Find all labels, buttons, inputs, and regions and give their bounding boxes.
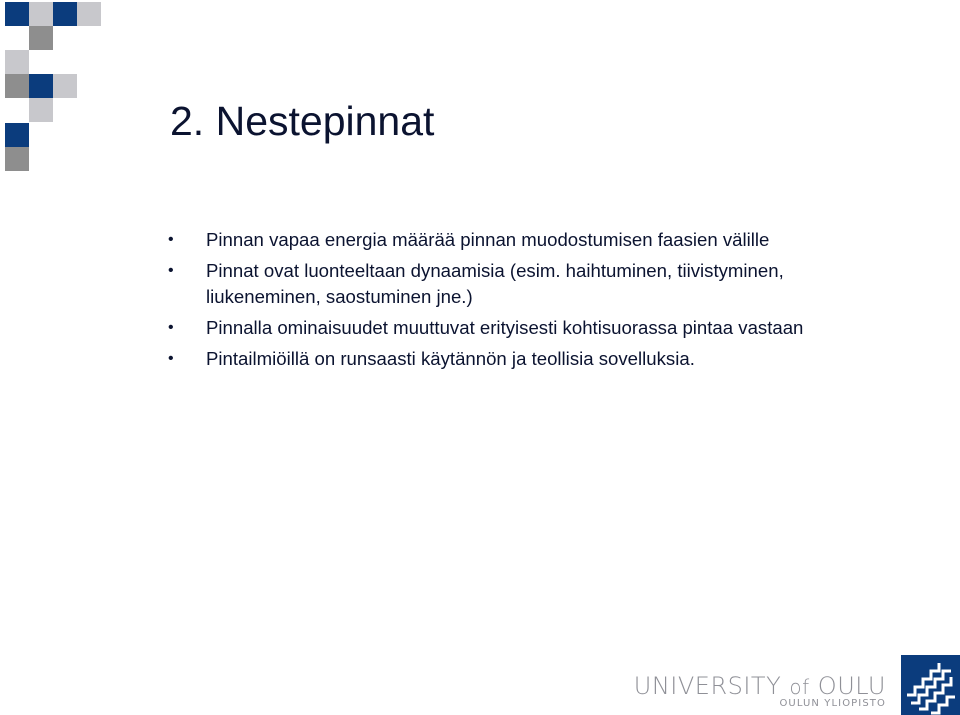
bullet-marker: • — [168, 319, 174, 336]
university-word-of: of — [789, 675, 810, 699]
bullet-item — [168, 315, 836, 341]
bullet-text: Pintailmiöillä on runsaasti käytännön ja teollisia sovelluksia. — [206, 348, 695, 369]
university-subtitle: OULUN YLIOPISTO — [779, 698, 886, 709]
bullet-marker: • — [168, 350, 174, 367]
pattern-square — [5, 74, 29, 98]
pattern-square — [5, 147, 29, 171]
corner-square-pattern — [0, 0, 110, 180]
university-word: OULU — [809, 672, 886, 700]
pattern-square — [29, 26, 53, 50]
pattern-square — [5, 50, 29, 74]
university-name — [634, 672, 886, 700]
pattern-square — [5, 2, 29, 26]
bullet-text: Pinnat ovat luonteeltaan dynaamisia (esim. haihtuminen, tiivistyminen, liukeneminen, saostuminen jne.) — [206, 260, 784, 307]
pattern-square — [29, 98, 53, 122]
bullet-item — [168, 346, 836, 372]
pattern-square — [29, 2, 53, 26]
university-word: UNIVERSITY — [633, 672, 790, 700]
bullet-list — [168, 227, 836, 377]
bullet-item — [168, 258, 836, 310]
pattern-square — [53, 74, 77, 98]
slide-title: 2. Nestepinnat — [170, 98, 435, 144]
bullet-item — [168, 227, 836, 253]
bullet-marker: • — [168, 231, 174, 248]
university-emblem-icon — [901, 655, 960, 715]
pattern-square — [53, 2, 77, 26]
bullet-text: Pinnalla ominaisuudet muuttuvat erityisesti kohtisuorassa pintaa vastaan — [206, 317, 804, 338]
bullet-text: Pinnan vapaa energia määrää pinnan muodostumisen faasien välille — [206, 229, 770, 250]
pattern-square — [5, 123, 29, 147]
pattern-square — [29, 74, 53, 98]
pattern-square — [77, 2, 101, 26]
bullet-marker: • — [168, 262, 174, 279]
